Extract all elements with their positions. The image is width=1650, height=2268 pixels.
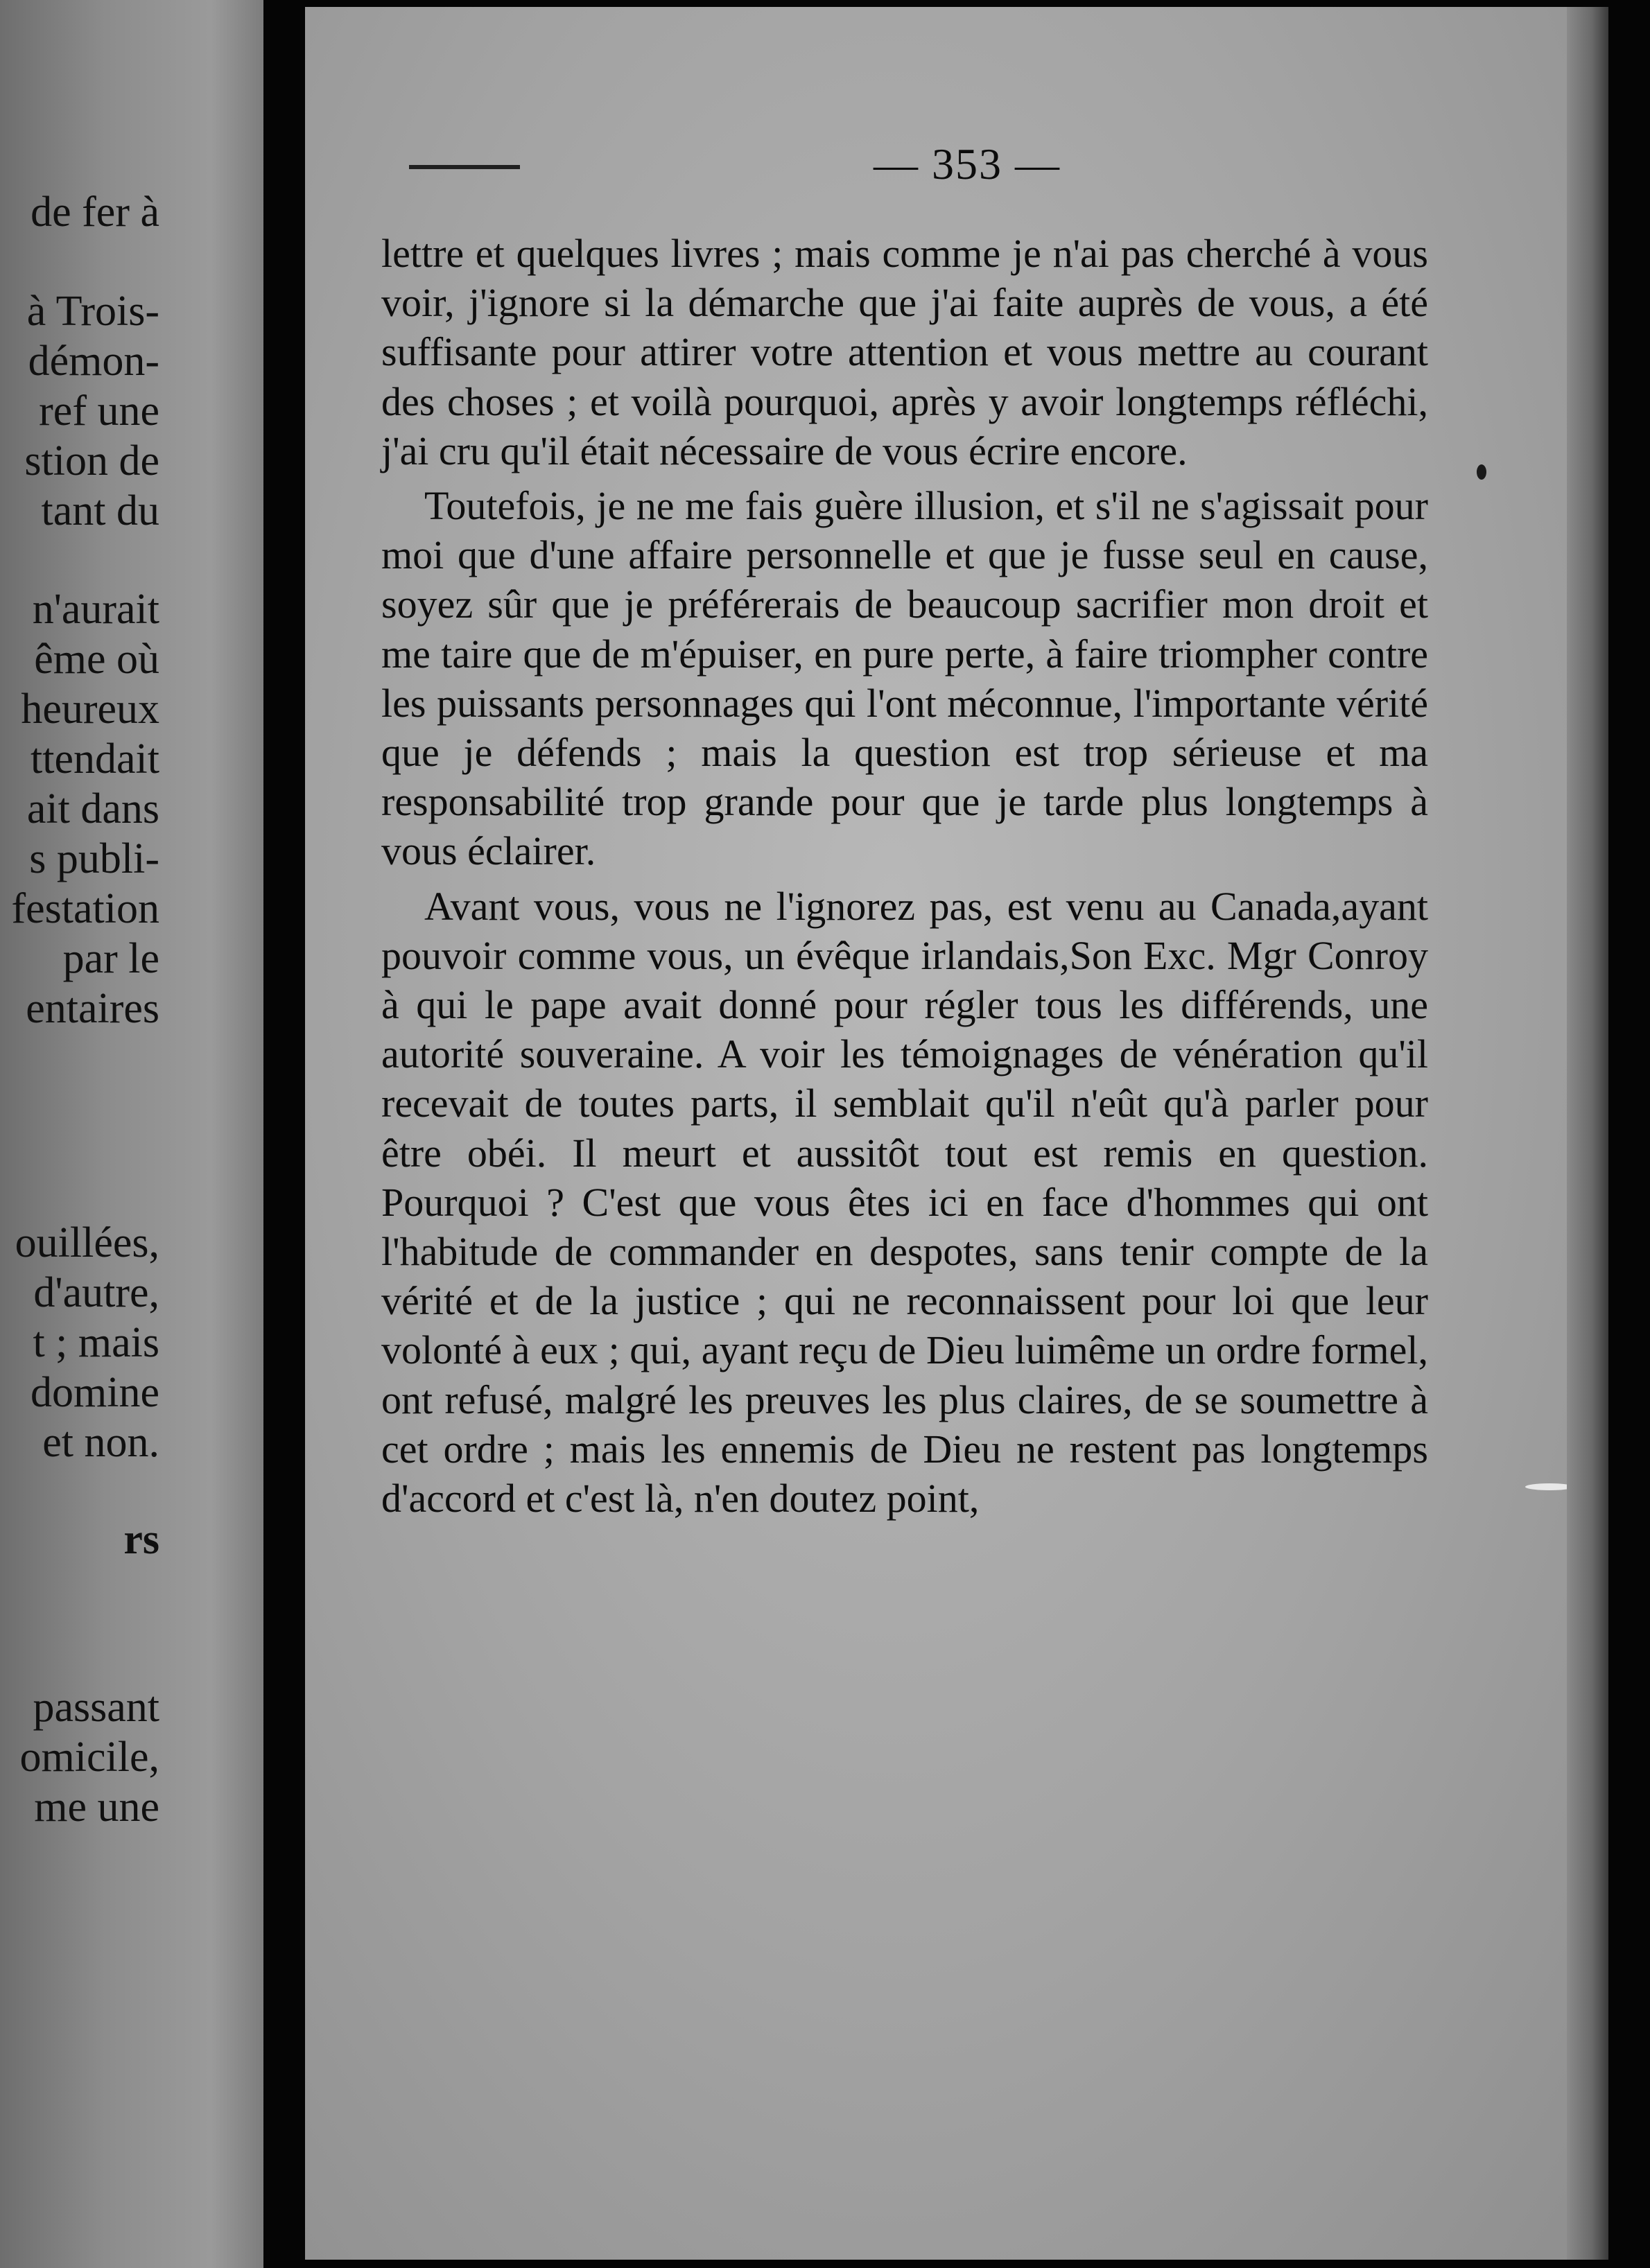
left-line: passant (33, 1684, 159, 1731)
left-line: festation (11, 885, 159, 932)
left-line: domine (31, 1369, 159, 1416)
left-line: ême où (34, 636, 159, 683)
left-line: s publi- (29, 835, 159, 882)
left-line: ouillées, (15, 1219, 159, 1266)
left-line: et non. (42, 1419, 159, 1466)
left-line: ttendait (31, 735, 159, 783)
left-line: d'autre, (33, 1269, 159, 1316)
book-gutter (263, 0, 305, 2268)
left-line: stion de (24, 437, 159, 485)
page-body-text (381, 229, 1428, 1523)
left-line: ait dans (26, 785, 159, 832)
page-edge (1567, 7, 1608, 2260)
left-line: par le (62, 935, 159, 982)
left-line: à Trois- (26, 288, 159, 335)
left-line: entaires (26, 985, 159, 1032)
left-line: démon- (28, 338, 159, 385)
previous-page-text-column (0, 0, 159, 2268)
left-line: tant du (41, 487, 159, 534)
paragraph: lettre et quelques livres ; mais comme je n'ai pas cherché à vous voir, j'ignore si la démarche que j'ai faite auprès de vous, a été suffisante pour attirer votre attention et vous mettre au courant des choses ; et voilà pourquoi, après y avoir longtemps réfléchi, j'ai cru qu'il était nécessaire de vous écrire encore. (381, 231, 1428, 473)
left-heading-fragment: rs (123, 1516, 159, 1563)
ink-speck (1477, 464, 1486, 480)
left-line: n'aurait (32, 586, 159, 633)
left-line: ref une (39, 387, 159, 435)
paragraph: Toutefois, je ne me fais guère illusion, et s'il ne s'agissait pour moi que d'une affaire personnelle et que je fusse seul en cause, soyez sûr que je préférerais de beaucoup sacrifier mon droit et me taire que de m'épuiser, en pure perte, à faire triompher contre les puissants personnages qui l'ont méconnue, l'importante vérité que je défends ; mais la question est trop sérieuse et ma responsabilité trop grande pour que je tarde plus longtemps à vous éclairer. (381, 483, 1428, 874)
paragraph: Avant vous, vous ne l'ignorez pas, est venu au Canada,ayant pouvoir comme vous, un évêque irlandais,Son Exc. Mgr Conroy à qui le pape avait donné pour régler tous les différends, une autorité souveraine. A voir les témoignages de vénération qu'il recevait de toutes parts, il semblait qu'il n'eût qu'à parler pour être obéi. Il meurt et aussitôt tout est remis en question. Pourquoi ? C'est que vous êtes ici en face d'hommes qui ont l'habitude de commander en despotes, sans tenir compte de la vérité et de la justice ; qui ne reconnaissent pour loi que leur volonté à eux ; qui, ayant reçu de Dieu luimême un ordre formel, ont refusé, malgré les preuves les plus claires, de se soumettre à cet ordre ; mais les ennemis de Dieu ne restent pas longtemps d'accord et c'est là, n'en doutez point, (381, 883, 1428, 1521)
left-line: omicile, (19, 1734, 159, 1781)
left-line: me une (34, 1783, 159, 1831)
left-line: t ; mais (33, 1319, 159, 1366)
left-line: heureux (21, 686, 159, 733)
book-page (305, 7, 1608, 2260)
left-line: de fer à (31, 189, 159, 236)
page-number: — 353 — (874, 139, 1061, 189)
previous-page-fragment (0, 0, 263, 2268)
